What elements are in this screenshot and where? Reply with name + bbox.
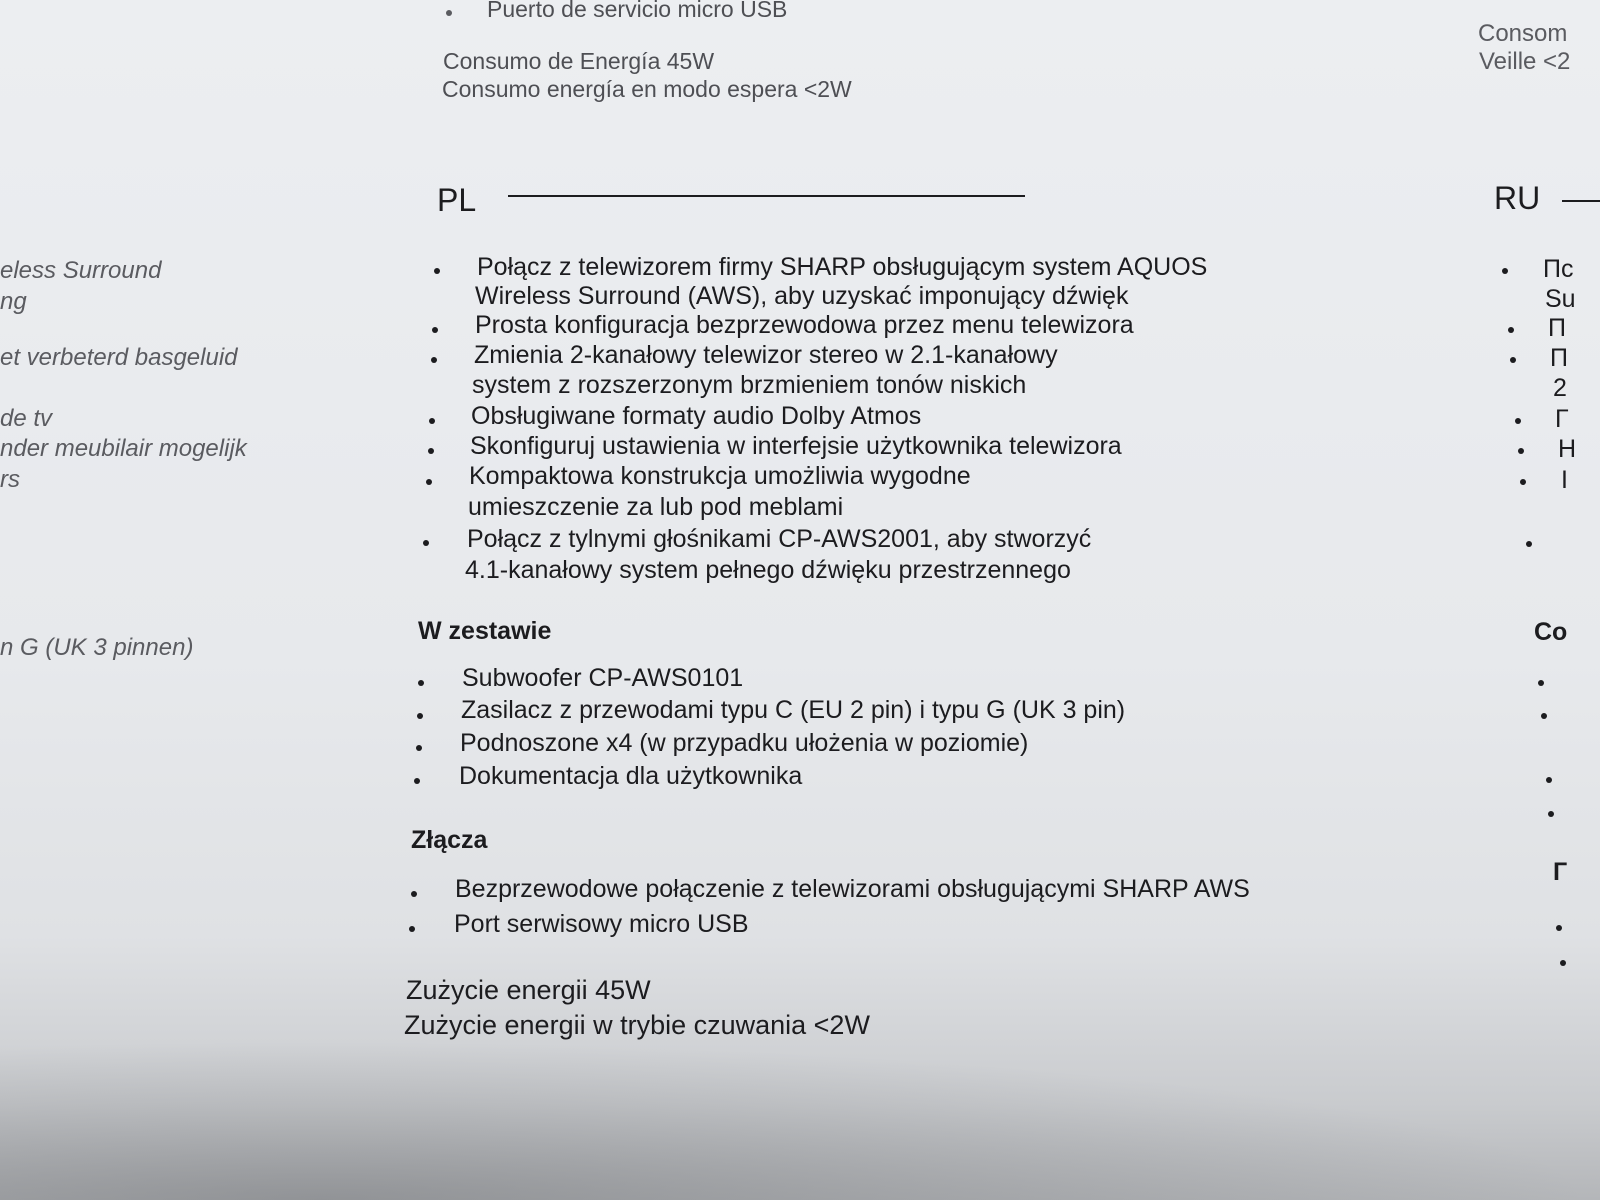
pl-energy-line2: Zużycie energii w trybie czuwania <2W	[404, 1010, 870, 1040]
ru-lang-code: RU	[1494, 180, 1541, 216]
nl-fragment: n G (UK 3 pinnen)	[0, 634, 194, 661]
pl-in-box-bullet	[414, 778, 420, 784]
pl-feature-line: Wireless Surround (AWS), aby uzyskać imponujący dźwięk	[475, 282, 1129, 310]
pl-feature-line: Zmienia 2-kanałowy telewizor stereo w 2.1-kanałowy	[474, 341, 1058, 369]
nl-fragment: rs	[0, 466, 20, 493]
ru-fragment: Пс	[1543, 255, 1574, 283]
pl-feature-line: system z rozszerzonym brzmieniem tonów niskich	[472, 371, 1027, 399]
pl-feature-line: 4.1-kanałowy system pełnego dźwięku przestrzennego	[465, 556, 1071, 584]
pl-feature-bullet	[428, 448, 434, 454]
pl-feature-bullet	[434, 268, 440, 274]
pl-in-box-item: Zasilacz z przewodami typu C (EU 2 pin) i typu G (UK 3 pin)	[461, 696, 1126, 724]
ru-bullet	[1548, 811, 1554, 817]
pl-feature-line: Połącz z tylnymi głośnikami CP-AWS2001, aby stworzyć	[467, 525, 1092, 553]
pl-feature-bullet	[431, 357, 437, 363]
ru-fragment: П	[1548, 314, 1566, 342]
ru-bullet	[1556, 925, 1562, 931]
ru-heading-partial: Co	[1534, 618, 1568, 646]
pl-feature-bullet	[429, 418, 435, 424]
pl-feature-line: Połącz z telewizorem firmy SHARP obsługującym system AQUOS	[477, 253, 1208, 281]
pl-feature-line: Prosta konfiguracja bezprzewodowa przez menu telewizora	[475, 311, 1134, 339]
pl-connector-item: Port serwisowy micro USB	[454, 910, 749, 938]
nl-fragment: de tv	[0, 405, 53, 432]
ru-bullet	[1515, 418, 1521, 424]
pl-in-box-bullet	[417, 713, 423, 719]
pl-in-box-heading: W zestawie	[418, 617, 552, 645]
ru-bullet	[1502, 268, 1508, 274]
pl-connector-bullet	[411, 891, 417, 897]
pl-feature-line: umieszczenie za lub pod meblami	[468, 493, 844, 521]
ru-fragment: 2	[1553, 374, 1567, 402]
nl-fragment: ng	[0, 288, 27, 315]
pl-in-box-bullet	[416, 745, 422, 751]
pl-energy-line1: Zużycie energii 45W	[406, 975, 651, 1005]
pl-in-box-item: Subwoofer CP-AWS0101	[462, 664, 744, 692]
pl-connector-item: Bezprzewodowe połączenie z telewizorami obsługującymi SHARP AWS	[455, 875, 1250, 903]
nl-fragment: eless Surround	[0, 257, 162, 284]
pl-in-box-item: Dokumentacja dla użytkownika	[459, 762, 803, 790]
es-usb-line: Puerto de servicio micro USB	[487, 0, 788, 22]
ru-bullet	[1546, 777, 1552, 783]
ru-fragment: Ι	[1561, 466, 1568, 494]
ru-fragment: Su	[1545, 285, 1576, 313]
pl-feature-line: Skonfiguruj ustawienia w interfejsie użytkownika telewizora	[470, 432, 1122, 460]
nl-fragment: nder meubilair mogelijk	[0, 435, 247, 462]
ru-bullet	[1518, 448, 1524, 454]
fr-energy-line2: Veille <2	[1479, 48, 1571, 75]
ru-bullet	[1541, 713, 1547, 719]
pl-feature-line: Kompaktowa konstrukcja umożliwia wygodne	[469, 462, 971, 490]
pl-in-box-item: Podnoszone x4 (w przypadku ułożenia w poziomie)	[460, 729, 1029, 757]
pl-lang-code: PL	[437, 182, 477, 218]
ru-divider	[1562, 200, 1600, 202]
ru-bullet	[1538, 680, 1544, 686]
ru-bullet	[1508, 327, 1514, 333]
bullet-es-usb	[446, 10, 452, 16]
ru-bullet	[1526, 541, 1532, 547]
fr-energy-line1: Consom	[1478, 20, 1568, 47]
pl-feature-bullet	[426, 479, 432, 485]
pl-feature-bullet	[432, 327, 438, 333]
ru-bullet	[1560, 960, 1566, 966]
es-energy-line1: Consumo de Energía 45W	[443, 48, 715, 74]
pl-feature-line: Obsługiwane formaty audio Dolby Atmos	[471, 402, 922, 430]
pl-feature-bullet	[423, 540, 429, 546]
ru-bullet	[1520, 479, 1526, 485]
ru-bullet	[1510, 357, 1516, 363]
pl-connectors-heading: Złącza	[411, 826, 488, 854]
nl-fragment: et verbeterd basgeluid	[0, 344, 238, 371]
pl-in-box-bullet	[418, 680, 424, 686]
pl-divider	[508, 195, 1025, 197]
ru-fragment: Г	[1555, 405, 1569, 433]
ru-fragment: П	[1550, 344, 1568, 372]
bottom-shadow	[0, 1040, 1600, 1200]
ru-heading-partial-2: Г	[1553, 858, 1568, 886]
pl-connector-bullet	[409, 926, 415, 932]
ru-fragment: Н	[1558, 435, 1577, 463]
es-energy-line2: Consumo energía en modo espera <2W	[442, 76, 852, 102]
